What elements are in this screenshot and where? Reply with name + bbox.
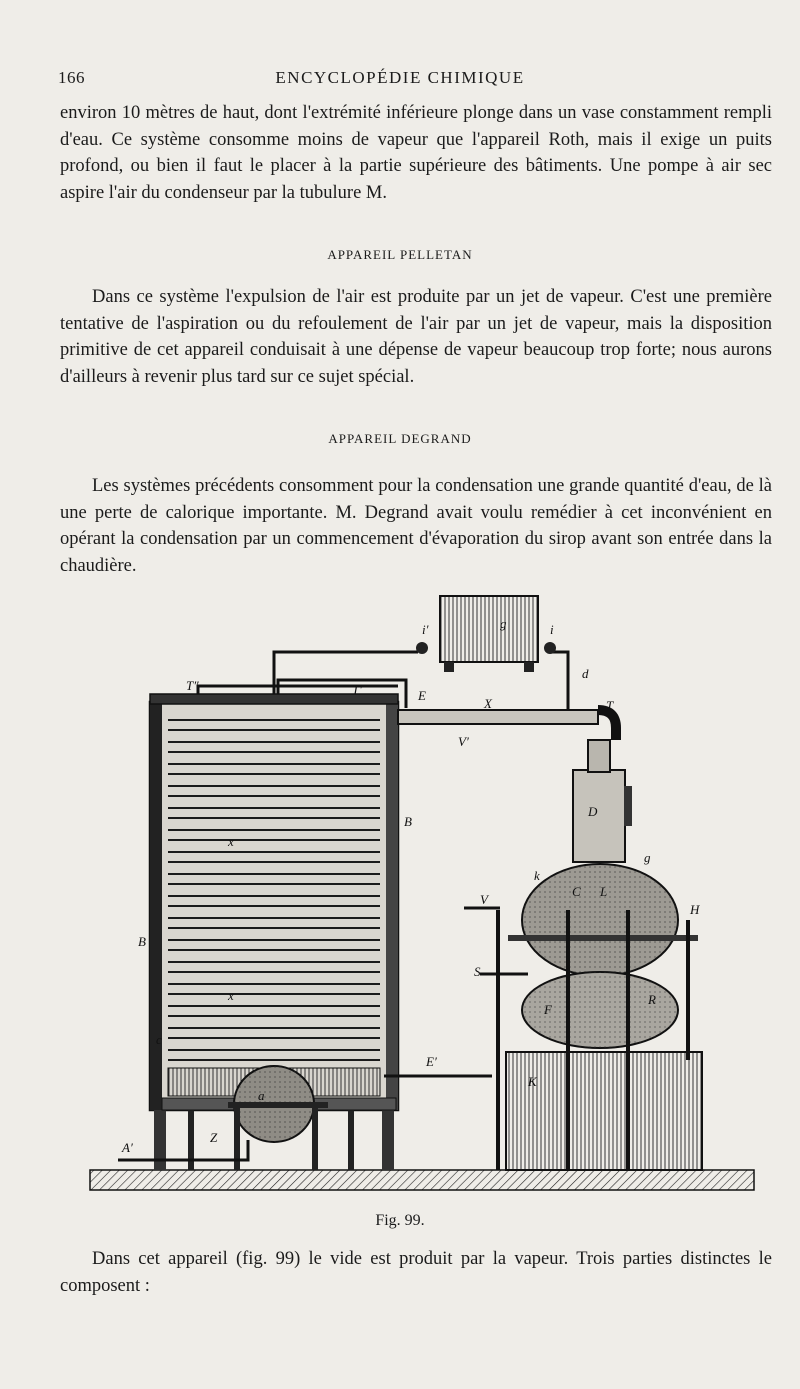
pipe-x [398, 710, 598, 724]
paragraph-pelletan: Dans ce système l'expulsion de l'air est produite par un jet de vapeur. C'est une première tentative de l'aspiration ou du refoulement de l'air par un jet de vapeur, mais la disposition primitive de cet appareil conduisait à une dépense de vapeur beaucoup trop forte; nous aurons d'ailleurs à revenir plus tard sur ce sujet spécial. [60, 287, 772, 387]
paragraph-continuation: environ 10 mètres de haut, dont l'extrémité inférieure plonge dans un vase constamment rempli d'eau. Ce système consomme moins de vapeur que l'appareil Roth, mais il exige un puits profond, ou bien il faut le placer à la partie supérieure des bâtiments. Une pompe à air sec aspire l'air du condenseur par la tubulure M. [60, 103, 772, 203]
floor-hatching [90, 1170, 754, 1190]
label-X: X [484, 696, 492, 711]
label-H: H [690, 902, 700, 917]
label-i: i [550, 622, 554, 637]
label-V: V [480, 892, 488, 907]
label-S: S [474, 964, 481, 979]
small-tank-g [440, 596, 538, 662]
paragraph-degrand: Les systèmes précédents consomment pour la condensation une grande quantité d'eau, de là une perte de calorique importante. M. Degrand avait voulu remédier à cet inconvénient en opérant la condensation par un commencement d'évaporation du sirop avant son entrée dans la chaudière. [60, 476, 772, 576]
paragraph-closing: Dans cet appareil (fig. 99) le vide est produit par la vapeur. Trois parties distinctes le composent : [60, 1249, 772, 1296]
page-number: 166 [58, 68, 85, 87]
section-heading-degrand: APPAREIL DEGRAND [328, 431, 472, 446]
label-g-tank: g [500, 616, 507, 631]
figure-99-engraving [88, 590, 756, 1200]
label-i-prime: i′ [422, 622, 429, 637]
running-title: ENCYCLOPÉDIE CHIMIQUE [275, 68, 525, 87]
label-d: d [582, 666, 589, 681]
label-L: L [600, 884, 608, 899]
label-F: F [544, 1002, 552, 1017]
label-a: a [258, 1088, 265, 1103]
label-E-prime: E′ [426, 1054, 437, 1069]
valve-i [544, 642, 556, 654]
section-heading-pelletan: APPAREIL PELLETAN [327, 247, 473, 262]
label-x-upper: x [228, 834, 234, 849]
label-B-left: B [138, 934, 146, 949]
label-R: R [648, 992, 656, 1007]
column-d [573, 740, 632, 862]
furnace-base [506, 1052, 702, 1170]
label-g-valve: g [644, 850, 651, 865]
label-k: k [534, 868, 540, 883]
label-C: C [572, 884, 581, 899]
label-T: T [606, 698, 614, 713]
label-c: c [156, 1032, 162, 1047]
label-x-lower: x [228, 988, 234, 1003]
label-A-prime: A′ [122, 1140, 133, 1155]
label-K: K [528, 1074, 537, 1089]
valve-i-prime [416, 642, 428, 654]
apparatus-illustration [88, 590, 756, 1200]
label-E: E [418, 688, 426, 703]
label-D: D [588, 804, 598, 819]
label-V-prime: V′ [458, 734, 469, 749]
label-Z: Z [210, 1130, 218, 1145]
figure-caption: Fig. 99. [375, 1212, 425, 1229]
label-T-double-prime: T″ [186, 678, 199, 693]
label-T-prime: T′ [352, 682, 363, 697]
label-B-right: B [404, 814, 412, 829]
